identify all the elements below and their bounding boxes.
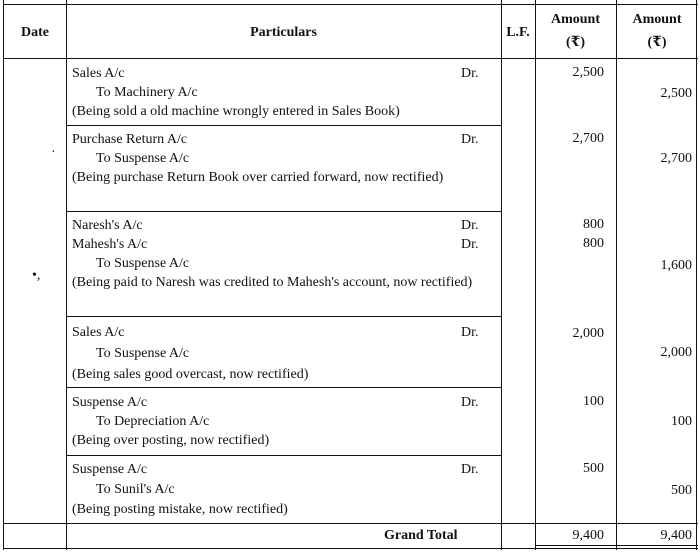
dr-marker: Dr. [461, 218, 479, 233]
entry-separator [66, 455, 501, 456]
credit-account: To Depreciation A/c [96, 414, 210, 429]
grand-total-label: Grand Total [384, 528, 458, 543]
header-currency-cr: (₹) [647, 35, 667, 50]
journal-table [3, 0, 697, 550]
narration: (Being sales good overcast, now rectified) [72, 367, 309, 382]
debit-account: Naresh's A/c [72, 218, 143, 233]
header-amount-cr: Amount [632, 12, 682, 27]
header-currency-dr: (₹) [565, 35, 586, 50]
grand-total-cr: 9,400 [660, 528, 692, 543]
dr-amount: 800 [583, 217, 604, 232]
narration: (Being over posting, now rectified) [72, 433, 270, 448]
debit-account: Sales A/c [72, 66, 125, 81]
col-line-particulars [501, 0, 502, 550]
dr-marker: Dr. [461, 66, 479, 81]
total-top-line [4, 523, 698, 524]
narration: (Being paid to Naresh was credited to Mahesh's account, now rectified) [72, 275, 473, 290]
cr-amount: 2,700 [660, 151, 692, 166]
dr-amount: 2,700 [572, 131, 604, 146]
table-top-line [4, 4, 698, 5]
col-line-date [66, 0, 67, 550]
dr-marker: Dr. [461, 237, 479, 252]
header-lf: L.F. [506, 25, 530, 40]
dr-amount: 2,500 [572, 65, 604, 80]
table-bottom-line [4, 548, 698, 549]
header-amount-dr: Amount [550, 12, 600, 27]
credit-account: To Suspense A/c [96, 256, 190, 271]
credit-account: To Machinery A/c [96, 85, 198, 100]
header-particulars: Particulars [250, 25, 317, 40]
narration: (Being purchase Return Book over carried forward, now rectified) [72, 170, 444, 185]
dr-marker: Dr. [461, 132, 479, 147]
narration: (Being sold a old machine wrongly entered in Sales Book) [72, 104, 400, 119]
entry-separator [66, 387, 501, 388]
debit-account: Sales A/c [72, 325, 125, 340]
cr-amount: 2,500 [660, 86, 692, 101]
credit-account: To Sunil's A/c [96, 482, 175, 497]
dr-marker: Dr. [461, 462, 479, 477]
cr-amount: 2,000 [660, 345, 692, 360]
grand-total-dr: 9,400 [572, 528, 604, 543]
debit-account: Mahesh's A/c [72, 237, 148, 252]
debit-account: Suspense A/c [72, 462, 148, 477]
entry-separator [66, 125, 501, 126]
cr-amount: 1,600 [660, 258, 692, 273]
dr-amount: 500 [583, 461, 604, 476]
entry-separator [66, 211, 501, 212]
cr-amount: 100 [671, 414, 692, 429]
credit-account: To Suspense A/c [96, 346, 190, 361]
entry-separator [66, 316, 501, 317]
col-line-amount-dr [616, 0, 617, 550]
debit-account: Purchase Return A/c [72, 132, 188, 147]
cr-amount: 500 [671, 483, 692, 498]
header-date: Date [21, 25, 49, 40]
stray-mark: •, [32, 268, 41, 283]
dr-amount: 800 [583, 236, 604, 251]
dr-amount: 100 [583, 394, 604, 409]
dr-amount: 2,000 [572, 326, 604, 341]
narration: (Being posting mistake, now rectified) [72, 502, 288, 517]
dr-marker: Dr. [461, 395, 479, 410]
dr-marker: Dr. [461, 325, 479, 340]
total-underline [535, 545, 698, 546]
header-bottom-line [4, 58, 698, 59]
stray-mark: · [51, 145, 56, 160]
credit-account: To Suspense A/c [96, 151, 190, 166]
debit-account: Suspense A/c [72, 395, 148, 410]
